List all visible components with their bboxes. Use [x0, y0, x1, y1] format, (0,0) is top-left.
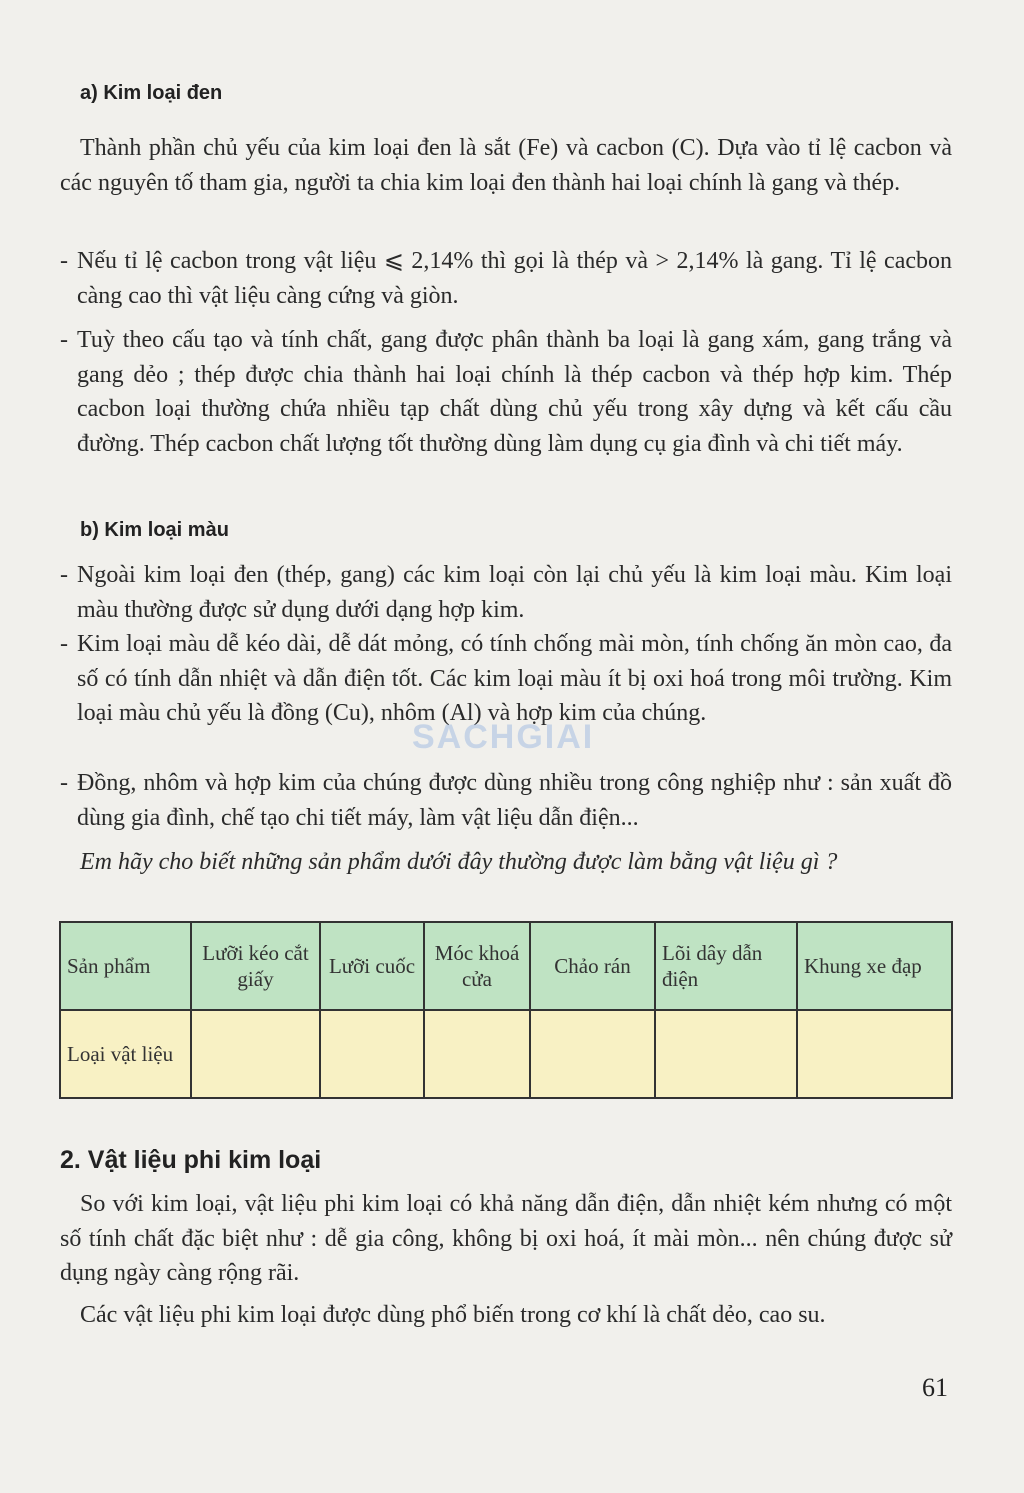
ferrous-bullet-2 [60, 323, 952, 461]
table-answer-cell [320, 1010, 424, 1098]
heading-nonmetal-materials: 2. Vật liệu phi kim loại [60, 1146, 322, 1174]
table-header-cell: Lõi dây dẫn điện [655, 922, 797, 1010]
table-header-cell: Lưỡi kéo cắt giấy [191, 922, 320, 1010]
table-header-cell: Khung xe đạp [797, 922, 952, 1010]
bullet-text: Tuỳ theo cấu tạo và tính chất, gang được phân thành ba loại là gang xám, gang trắng và gang dẻo ; thép được chia thành hai loại chính là thép cacbon và thép hợp kim. Thép cacbon loại thường chứa nhiều tạp chất dùng chủ yếu trong xây dựng và kết cấu cầu đường. Thép cacbon chất lượng tốt thường dùng làm dụng cụ gia đình và chi tiết máy. [77, 327, 952, 457]
bullet-dash: - [60, 770, 68, 796]
ferrous-bullet-1 [60, 244, 952, 313]
bullet-text: Ngoài kim loại đen (thép, gang) các kim loại còn lại chủ yếu là kim loại màu. Kim loại màu thường được sử dụng dưới dạng hợp kim. [77, 562, 952, 623]
page-number: 61 [922, 1373, 948, 1402]
heading-nonferrous-metal: b) Kim loại màu [80, 519, 229, 541]
table-header-row [60, 922, 952, 1010]
bullet-text: Đồng, nhôm và hợp kim của chúng được dùng nhiều trong công nghiệp như : sản xuất đồ dùng gia đình, chế tạo chi tiết máy, làm vật liệu dẫn điện... [77, 770, 952, 831]
nonferrous-bullet-3 [60, 766, 952, 835]
bullet-text: Nếu tỉ lệ cacbon trong vật liệu ⩽ 2,14% thì gọi là thép và > 2,14% là gang. Tỉ lệ cacbon càng cao thì vật liệu càng cứng và giòn. [77, 248, 952, 309]
materials-table [59, 921, 953, 1099]
table-header-cell: Sản phẩm [60, 922, 191, 1010]
table-answer-cell [797, 1010, 952, 1098]
nonferrous-bullet-2 [60, 627, 952, 731]
bullet-dash: - [60, 248, 68, 274]
watermark-logo: SACHGIAI [412, 718, 595, 756]
bullet-dash: - [60, 327, 68, 353]
table-answer-cell [424, 1010, 530, 1098]
heading-ferrous-metal: a) Kim loại đen [80, 82, 223, 104]
table-answer-cell [530, 1010, 655, 1098]
bullet-dash: - [60, 631, 68, 657]
nonferrous-bullet-1 [60, 558, 952, 627]
nonmetal-paragraph-2: Các vật liệu phi kim loại được dùng phổ biến trong cơ khí là chất dẻo, cao su. [80, 1302, 826, 1328]
table-header-cell: Móc khoá cửa [424, 922, 530, 1010]
table-header-cell: Chảo rán [530, 922, 655, 1010]
bullet-text: Kim loại màu dễ kéo dài, dễ dát mỏng, có tính chống mài mòn, tính chống ăn mòn cao, đa số có tính dẫn nhiệt và dẫn điện tốt. Các kim loại màu ít bị oxi hoá trong môi trường. Kim loại màu chủ yếu là đồng (Cu), nhôm (Al) và hợp kim của chúng. [77, 631, 952, 726]
table-header-cell: Lưỡi cuốc [320, 922, 424, 1010]
nonmetal-paragraph-1: So với kim loại, vật liệu phi kim loại có khả năng dẫn điện, dẫn nhiệt kém nhưng có một số tính chất đặc biệt như : dễ gia công, không bị oxi hoá, ít mài mòn... nên chúng được sử dụng ngày càng rộng rãi. [60, 1191, 952, 1286]
table-answer-cell [191, 1010, 320, 1098]
table-row-label: Loại vật liệu [60, 1010, 191, 1098]
table-answer-cell [655, 1010, 797, 1098]
table-row [60, 1010, 952, 1098]
exercise-question: Em hãy cho biết những sản phẩm dưới đây thường được làm bằng vật liệu gì ? [80, 849, 838, 875]
bullet-dash: - [60, 562, 68, 588]
ferrous-intro-paragraph: Thành phần chủ yếu của kim loại đen là sắt (Fe) và cacbon (C). Dựa vào tỉ lệ cacbon và các nguyên tố tham gia, người ta chia kim loại đen thành hai loại chính là gang và thép. [60, 135, 952, 196]
